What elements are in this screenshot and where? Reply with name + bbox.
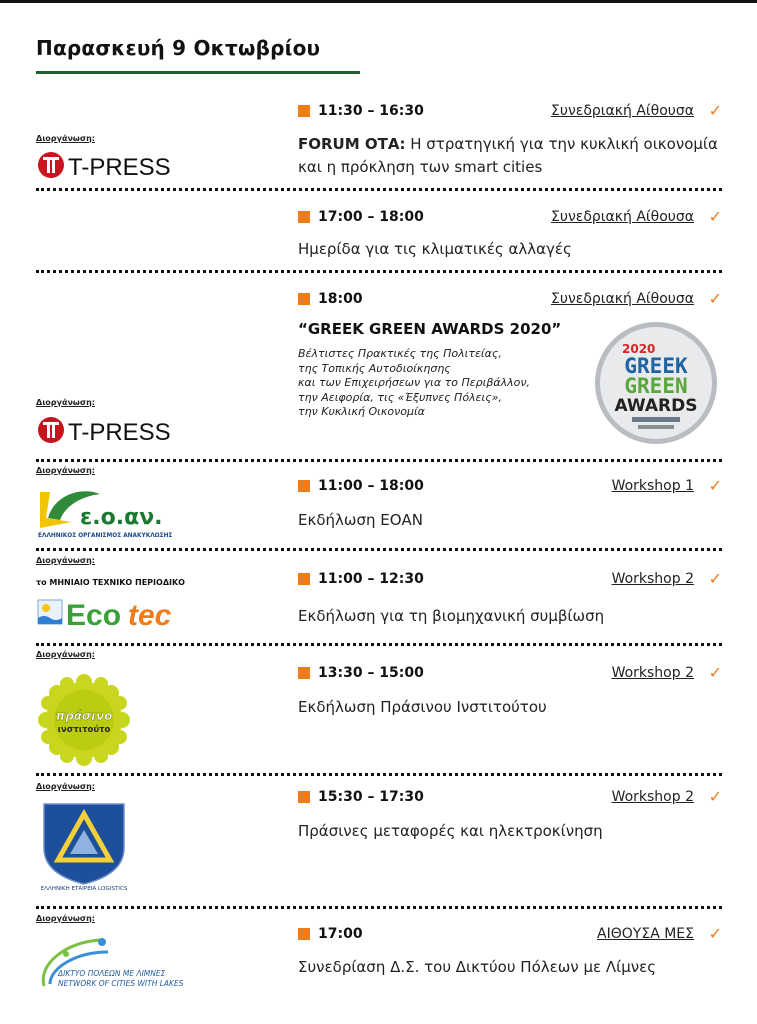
green-institute-logo-line1: πράσινο: [55, 709, 113, 723]
event-description: Εκδήλωση Πράσινου Ινστιτούτου: [298, 698, 547, 716]
top-rule: [0, 0, 757, 3]
separator: [36, 270, 722, 273]
organizer-label: Διοργάνωση:: [36, 398, 96, 407]
tpress-logo-text: T-PRESS: [68, 419, 171, 446]
lake-cities-logo-line2: NETWORK OF CITIES WITH LAKES: [58, 979, 184, 988]
organizer-label: Διοργάνωση:: [36, 914, 96, 923]
award-subtitle-line: Βέλτιστες Πρακτικές της Πολιτείας,: [298, 347, 502, 360]
tpress-logo: [36, 148, 176, 182]
event-time: 11:30 – 16:30: [318, 103, 424, 119]
lake-cities-network-logo: [36, 930, 226, 992]
time-bullet: [298, 928, 310, 940]
event-description: Πράσινες μεταφορές και ηλεκτροκίνηση: [298, 822, 603, 840]
ecotec-logo: [36, 592, 186, 632]
organizer-label: Διοργάνωση:: [36, 466, 96, 475]
green-institute-logo: [36, 672, 132, 768]
event-time: 11:00 – 18:00: [318, 478, 424, 494]
organizer-label: Διοργάνωση:: [36, 782, 96, 791]
event-venue-link[interactable]: Workshop 2: [611, 571, 694, 587]
separator: [36, 188, 722, 191]
lake-cities-logo-line1: ΔΙΚΤΥΟ ΠΟΛΕΩΝ ΜΕ ΛΙΜΝΕΣ: [58, 969, 166, 978]
organizer-label: Διοργάνωση:: [36, 650, 96, 659]
award-subtitle: [298, 347, 558, 420]
page-title: Παρασκευή 9 Οκτωβρίου: [36, 36, 321, 60]
title-underline: [36, 71, 360, 74]
award-subtitle-line: και των Επιχειρήσεων για το Περιβάλλον,: [298, 376, 531, 389]
time-bullet: [298, 480, 310, 492]
event-description-bold: FORUM ΟΤΑ:: [298, 135, 406, 153]
separator: [36, 773, 722, 776]
organizer-label: Διοργάνωση:: [36, 134, 96, 143]
award-subtitle-line: της Τοπικής Αυτοδιοίκησης: [298, 361, 451, 375]
ecotec-logo-tec: tec: [128, 599, 172, 632]
check-icon: ✓: [708, 569, 722, 588]
time-bullet: [298, 105, 310, 117]
event-time: 13:30 – 15:00: [318, 665, 424, 681]
award-title: “GREEK GREEN AWARDS 2020”: [298, 320, 562, 338]
event-venue-link[interactable]: Workshop 2: [611, 789, 694, 805]
check-icon: ✓: [708, 207, 722, 226]
event-3-time-row: [298, 288, 722, 310]
check-icon: ✓: [708, 663, 722, 682]
event-5-time-row: [298, 568, 722, 590]
event-time: 17:00: [318, 926, 363, 942]
badge-line3: AWARDS: [614, 396, 698, 416]
event-time: 11:00 – 12:30: [318, 571, 424, 587]
separator: [36, 548, 722, 551]
organizer-label: Διοργάνωση:: [36, 556, 96, 565]
eoan-logo: [36, 478, 186, 540]
tpress-logo-text: T-PRESS: [68, 154, 171, 181]
event-venue-link[interactable]: Συνεδριακή Αίθουσα: [551, 209, 694, 225]
event-venue-link[interactable]: Συνεδριακή Αίθουσα: [551, 103, 694, 119]
event-description-text: Η στρατηγική για την κυκλική οικονομία και η πρόκληση των smart cities: [298, 135, 718, 176]
check-icon: ✓: [708, 101, 722, 120]
tpress-logo: [36, 413, 176, 447]
logistics-logo: [36, 800, 132, 892]
separator: [36, 459, 722, 462]
separator: [36, 906, 722, 909]
time-bullet: [298, 667, 310, 679]
time-bullet: [298, 293, 310, 305]
event-venue-link[interactable]: Workshop 2: [611, 665, 694, 681]
event-description: Συνεδρίαση Δ.Σ. του Δικτύου Πόλεων με Λίμνες: [298, 958, 657, 976]
event-description: Ημερίδα για τις κλιματικές αλλαγές: [298, 240, 572, 258]
greek-green-awards-badge: [594, 321, 718, 445]
separator: [36, 643, 722, 646]
check-icon: ✓: [708, 924, 722, 943]
check-icon: ✓: [708, 289, 722, 308]
event-7-time-row: [298, 786, 722, 808]
ecotec-logo-eco: Eco: [66, 599, 122, 632]
event-description: Εκδήλωση για τη βιομηχανική συμβίωση: [298, 607, 605, 625]
event-time: 17:00 – 18:00: [318, 209, 424, 225]
time-bullet: [298, 573, 310, 585]
check-icon: ✓: [708, 476, 722, 495]
event-description: [298, 133, 722, 179]
event-description: Εκδήλωση ΕΟΑΝ: [298, 511, 423, 529]
event-time: 18:00: [318, 291, 363, 307]
badge-line1: GREEK: [624, 354, 688, 378]
award-subtitle-line: την Κυκλική Οικονομία: [298, 405, 425, 418]
check-icon: ✓: [708, 787, 722, 806]
event-1-time-row: [298, 100, 722, 122]
event-venue-link[interactable]: ΑΙΘΟΥΣΑ ΜΕΣ: [597, 926, 694, 942]
green-institute-logo-line2: ινστιτούτο: [57, 725, 111, 735]
eoan-logo-subtext: ΕΛΛΗΝΙΚΟΣ ΟΡΓΑΝΙΣΜΟΣ ΑΝΑΚΥΚΛΩΣΗΣ: [38, 533, 173, 539]
event-time: 15:30 – 17:30: [318, 789, 424, 805]
award-subtitle-line: την Αειφορία, τις «Έξυπνες Πόλεις»,: [298, 390, 502, 404]
eoan-logo-text: ε.ο.αν.: [80, 505, 163, 530]
badge-line2: GREEN: [624, 374, 688, 398]
time-bullet: [298, 791, 310, 803]
logistics-logo-subtext: ΕΛΛΗΝΙΚΗ ΕΤΑΙΡΕΙΑ LOGISTICS: [40, 886, 128, 892]
event-venue-link[interactable]: Συνεδριακή Αίθουσα: [551, 291, 694, 307]
magazine-label: το ΜΗΝΙΑΙΟ ΤΕΧΝΙΚΟ ΠΕΡΙΟΔΙΚΟ: [36, 578, 185, 587]
badge-year: 2020: [622, 342, 656, 356]
event-8-time-row: [298, 923, 722, 945]
event-venue-link[interactable]: Workshop 1: [611, 478, 694, 494]
event-2-time-row: [298, 206, 722, 228]
time-bullet: [298, 211, 310, 223]
event-6-time-row: [298, 662, 722, 684]
event-4-time-row: [298, 475, 722, 497]
